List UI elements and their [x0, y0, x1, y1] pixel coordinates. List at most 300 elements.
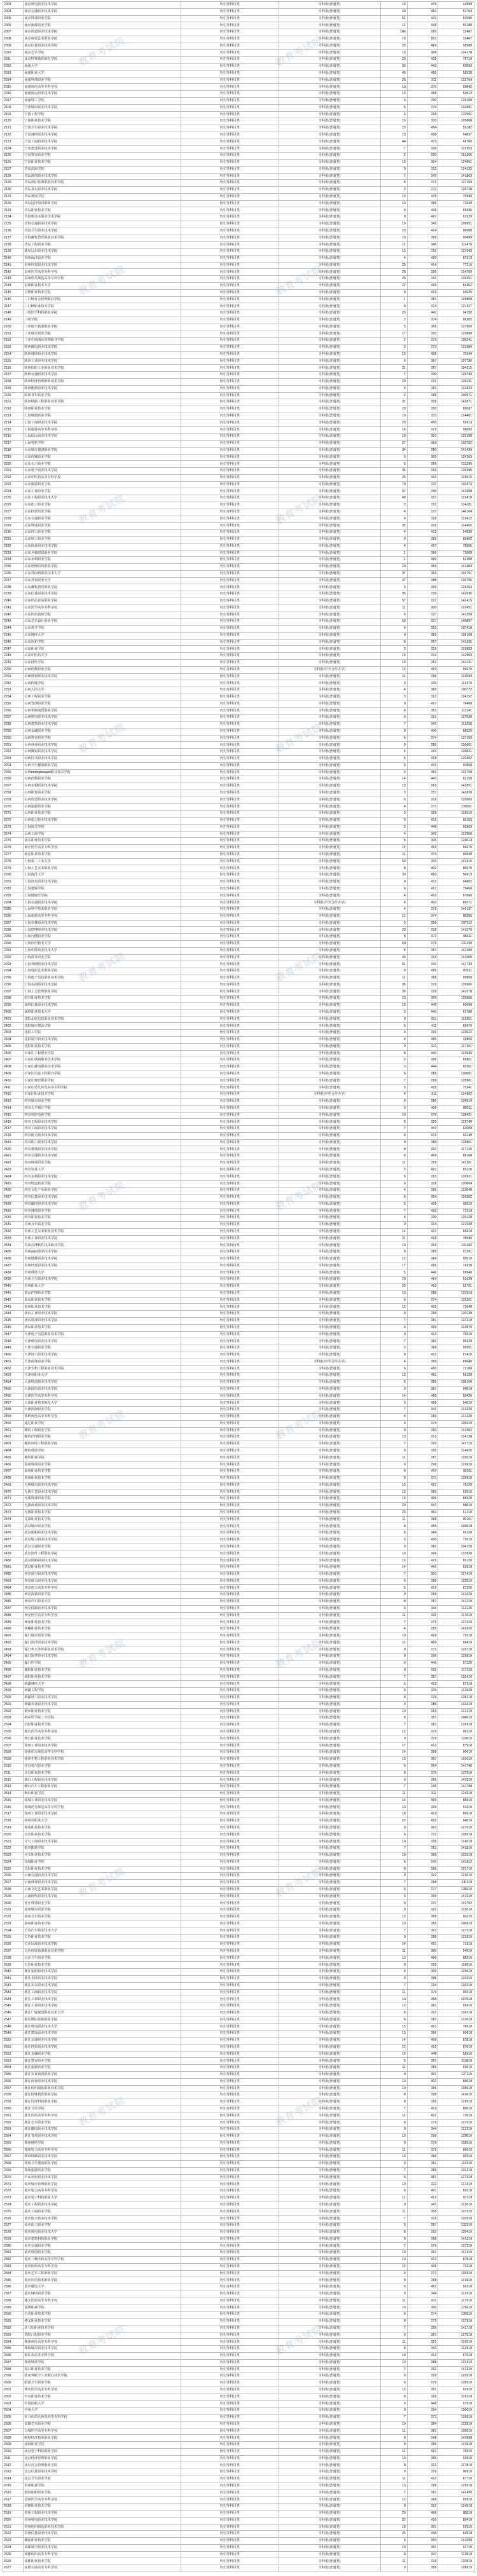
cell-enroll: 292	[407, 2229, 438, 2236]
cell-name: 浙江同济科技职业学院	[24, 2099, 181, 2106]
cell-cat: 历史等科目类	[181, 1181, 279, 1188]
cell-name: 武汉交通职业学院	[24, 1544, 181, 1551]
cell-cat: 历史等科目类	[181, 1516, 279, 1523]
cell-batch: 专科批(普通类)	[279, 1900, 380, 1907]
cell-enroll: 279	[407, 2120, 438, 2127]
cell-score: 76510	[438, 1331, 474, 1338]
cell-enroll: 298	[407, 1654, 438, 1661]
cell-enroll: 222	[407, 598, 438, 605]
cell-cat: 历史等科目类	[181, 605, 279, 612]
cell-cat: 历史等科目类	[181, 2270, 279, 2277]
cell-code: 2471	[3, 1496, 24, 1503]
cell-enroll: 281	[407, 385, 438, 392]
table-row	[3, 1790, 474, 1797]
cell-score: 141301	[438, 1160, 474, 1167]
cell-code: 2443	[3, 1304, 24, 1311]
cell-batch: 专科批(普通类)	[279, 1777, 380, 1784]
cell-name: 山东丝绸纺织职业学院	[24, 564, 181, 571]
cell-code: 2605	[3, 2415, 24, 2422]
cell-batch: 专科批(普通类)	[279, 1146, 380, 1153]
cell-plan: 13	[380, 2483, 407, 2490]
table-row	[3, 372, 474, 379]
cell-plan: 4	[380, 947, 407, 954]
cell-plan: 3	[380, 646, 407, 653]
cell-plan: 6	[380, 1605, 407, 1612]
cell-enroll: 262	[407, 2366, 438, 2373]
cell-enroll: 288	[407, 1290, 438, 1297]
cell-code: 2241	[3, 605, 24, 612]
table-row	[3, 708, 474, 715]
cell-batch: 专科批(普通类)	[279, 941, 380, 948]
cell-cat: 历史等科目类	[181, 2408, 279, 2415]
cell-name: 苏州健雄职业技术学院	[24, 1256, 181, 1263]
cell-code: 2144	[3, 283, 24, 290]
cell-code: 2582	[3, 2257, 24, 2264]
cell-name: 武汉铁路职业技术学院	[24, 1558, 181, 1565]
cell-batch: 专科批(普通类)	[279, 1790, 380, 1797]
cell-enroll: 419	[407, 2106, 438, 2113]
cell-plan: 12	[380, 1373, 407, 1380]
table-row	[3, 509, 474, 516]
cell-enroll: 476	[407, 2, 438, 9]
cell-batch: 专科批(普通类)	[279, 249, 380, 256]
cell-score: 91201	[438, 1249, 474, 1256]
cell-code: 2254	[3, 694, 24, 701]
cell-enroll: 258	[407, 2277, 438, 2284]
cell-code: 2229	[3, 523, 24, 530]
cell-code: 2419	[3, 1139, 24, 1146]
cell-code: 2612	[3, 2462, 24, 2469]
cell-cat: 历史等科目类	[181, 2421, 279, 2428]
cell-score: 117510	[438, 2298, 474, 2305]
watermark-text: 教育考试院	[77, 1866, 127, 1900]
cell-enroll: 391	[407, 2544, 438, 2551]
cell-name: 信阳职业技术学院	[24, 1722, 181, 1729]
cell-enroll: 375	[407, 427, 438, 434]
cell-score: 118210	[438, 2394, 474, 2401]
cell-plan: 2	[380, 392, 407, 399]
cell-name: 新疆工程学院	[24, 1688, 181, 1695]
cell-code: 2294	[3, 968, 24, 975]
cell-enroll: 454	[407, 125, 438, 132]
cell-score: 70341	[438, 1085, 474, 1092]
cell-name: 郑州旅游职业学院	[24, 2167, 181, 2174]
cell-plan: 9	[380, 879, 407, 886]
cell-batch: 专科批(普通类)	[279, 2038, 380, 2045]
cell-enroll: 301	[407, 434, 438, 441]
cell-cat: 历史等科目类	[181, 1962, 279, 1969]
cell-enroll: 341	[407, 2202, 438, 2209]
cell-plan: 10	[380, 1633, 407, 1640]
cell-plan: 13	[380, 1804, 407, 1811]
cell-enroll: 443	[407, 64, 438, 71]
table-row	[3, 1948, 474, 1955]
cell-code: 2286	[3, 913, 24, 920]
cell-cat: 历史等科目类	[181, 1661, 279, 1668]
cell-code: 2559	[3, 2099, 24, 2106]
cell-code: 2012	[3, 64, 24, 71]
cell-cat: 历史等科目类	[181, 1359, 279, 1366]
cell-name: 泉州医学高等专科学校	[24, 269, 181, 276]
cell-code: 2121	[3, 125, 24, 132]
cell-batch: 专科批(普通类)	[279, 2113, 380, 2120]
cell-score: 90101	[438, 1516, 474, 1523]
watermark-text: 教育考试院	[274, 493, 324, 526]
cell-plan: 27	[380, 441, 407, 448]
cell-plan: 6	[380, 358, 407, 365]
cell-batch: 专科批(普通类)	[279, 1016, 380, 1023]
cell-enroll: 443	[407, 776, 438, 783]
cell-batch: 专科批(普通类)	[279, 626, 380, 633]
cell-cat: 历史等科目类	[181, 790, 279, 797]
cell-enroll: 459	[407, 564, 438, 571]
cell-cat: 历史等科目类	[181, 1893, 279, 1900]
cell-cat: 历史等科目类	[181, 584, 279, 591]
table-row	[3, 632, 474, 639]
cell-code: 2592	[3, 2325, 24, 2332]
cell-plan: 9	[380, 1331, 407, 1338]
cell-score: 141732	[438, 961, 474, 968]
cell-enroll: 304	[407, 1194, 438, 1201]
cell-code: 2617	[3, 2497, 24, 2504]
cell-score: 137010	[438, 2017, 474, 2024]
cell-code: 2140	[3, 255, 24, 262]
cell-name: 通辽职业学院	[24, 1420, 181, 1427]
cell-score: 128901	[438, 1078, 474, 1085]
cell-score: 141350	[438, 612, 474, 619]
cell-batch: 专科批(普通类)	[279, 372, 380, 379]
cell-score: 141200	[438, 947, 474, 954]
cell-plan: 10	[380, 2455, 407, 2462]
cell-score: 133010	[438, 1455, 474, 1462]
cell-name: 徐州生物工程职业技术学院	[24, 1757, 181, 1764]
cell-cat: 历史等科目类	[181, 1722, 279, 1729]
cell-enroll: 289	[407, 1701, 438, 1708]
cell-plan: 14	[380, 1942, 407, 1949]
cell-batch: 专科批(普通类)	[279, 180, 380, 187]
table-row	[3, 550, 474, 557]
cell-plan: 5	[380, 1345, 407, 1352]
cell-code: 2573	[3, 2195, 24, 2202]
cell-plan: 51	[380, 961, 407, 968]
cell-plan: 25	[380, 262, 407, 269]
cell-name: 成都航空职业技术学院	[24, 2544, 181, 2551]
cell-enroll: 254	[407, 1763, 438, 1770]
cell-plan: 24	[380, 2531, 407, 2538]
cell-cat: 历史等科目类	[181, 413, 279, 420]
cell-score: 70344	[438, 351, 474, 358]
cell-plan: 4	[380, 1413, 407, 1420]
table-row	[3, 1859, 474, 1866]
cell-score: 133910	[438, 2421, 474, 2428]
cell-cat: 历史等科目类	[181, 1880, 279, 1887]
cell-cat: 历史等科目类	[181, 1297, 279, 1304]
cell-plan: 8	[380, 865, 407, 872]
cell-code: 2408	[3, 1064, 24, 1071]
cell-cat: 历史等科目类	[181, 1804, 279, 1811]
cell-plan: 5	[380, 1201, 407, 1208]
cell-code: 2157	[3, 372, 24, 379]
cell-code: 2531	[3, 1907, 24, 1914]
cell-batch: 专科批(普通类)	[279, 2352, 380, 2359]
table-row	[3, 619, 474, 626]
cell-cat: 历史等科目类	[181, 2263, 279, 2270]
cell-score: 120003	[438, 797, 474, 804]
table-row	[3, 2120, 474, 2127]
cell-name: 扬州工业职业技术学院	[24, 1811, 181, 1818]
table-row	[3, 1160, 474, 1167]
table-row	[3, 310, 474, 317]
cell-score: 141820	[438, 1626, 474, 1633]
cell-plan: 19	[380, 221, 407, 228]
cell-cat: 历史等科目类	[181, 920, 279, 927]
cell-score: 136910	[438, 1722, 474, 1729]
cell-enroll: 243	[407, 749, 438, 756]
cell-code: 2514	[3, 1790, 24, 1797]
cell-batch: 专科批(普通类)	[279, 1619, 380, 1626]
cell-enroll: 288	[407, 2359, 438, 2366]
cell-enroll: 414	[407, 262, 438, 269]
cell-code: 2523	[3, 1852, 24, 1859]
cell-enroll: 301	[407, 2174, 438, 2181]
cell-enroll: 419	[407, 1558, 438, 1565]
cell-code: 2424	[3, 1174, 24, 1181]
cell-score: 139251	[438, 276, 474, 283]
cell-name: 三明学院	[24, 317, 181, 324]
cell-score: 139295	[438, 468, 474, 475]
cell-plan: 9	[380, 1907, 407, 1914]
cell-cat: 历史等科目类	[181, 2216, 279, 2223]
cell-name: 四川建筑职业技术学院	[24, 1146, 181, 1153]
cell-cat: 历史等科目类	[181, 358, 279, 365]
cell-score: 80410	[438, 2517, 474, 2524]
cell-name: 天津铁道职业技术学院	[24, 1380, 181, 1387]
table-row	[3, 1393, 474, 1400]
cell-enroll: 218	[407, 927, 438, 934]
table-row	[3, 591, 474, 598]
cell-enroll: 365	[407, 687, 438, 694]
cell-batch: 专科批(普通类)	[279, 70, 380, 77]
cell-enroll: 277	[407, 509, 438, 516]
cell-cat: 历史等科目类	[181, 1982, 279, 1989]
cell-code: 2293	[3, 961, 24, 968]
cell-code: 2212	[3, 406, 24, 413]
cell-cat: 历史等科目类	[181, 1482, 279, 1489]
table-row	[3, 2469, 474, 2476]
cell-batch: 专科批(普通类)	[279, 934, 380, 941]
cell-name: 上海海洋大学	[24, 872, 181, 879]
table-row	[3, 2243, 474, 2250]
table-row	[3, 722, 474, 729]
cell-batch: 专科批(普通类)	[279, 193, 380, 200]
cell-code: 2158	[3, 378, 24, 385]
cell-cat: 历史等科目类	[181, 1612, 279, 1619]
cell-batch: 专科批(普通类)	[279, 2448, 380, 2455]
cell-name: 商丘职业技术学院	[24, 851, 181, 858]
table-row	[3, 536, 474, 543]
cell-plan: 6	[380, 2017, 407, 2024]
cell-plan: 8	[380, 1900, 407, 1907]
cell-code: 2565	[3, 2140, 24, 2147]
cell-plan: 11	[380, 2147, 407, 2154]
table-row	[3, 276, 474, 283]
cell-plan: 5	[380, 1009, 407, 1016]
cell-score: 114920	[438, 1448, 474, 1455]
table-row	[3, 1996, 474, 2003]
cell-batch: 专科批(普通类)	[279, 1201, 380, 1208]
cell-plan: 6	[380, 1194, 407, 1201]
cell-batch: 专科批(普通类)	[279, 2312, 380, 2319]
cell-enroll: 363	[407, 769, 438, 776]
cell-enroll: 321	[407, 1016, 438, 1023]
cell-name: 陕西职业技术学院	[24, 406, 181, 413]
cell-batch: 专科批(普通类)	[279, 2421, 380, 2428]
table-row	[3, 2277, 474, 2284]
table-row	[3, 811, 474, 818]
table-row	[3, 2401, 474, 2408]
table-row	[3, 1839, 474, 1846]
cell-cat: 历史等科目类	[181, 1811, 279, 1818]
table-row	[3, 2065, 474, 2072]
cell-code: 2574	[3, 2202, 24, 2209]
cell-score: 138210	[438, 1694, 474, 1701]
cell-plan: 6	[380, 612, 407, 619]
cell-enroll: 458	[407, 91, 438, 98]
cell-cat: 历史等科目类	[181, 769, 279, 776]
cell-enroll: 315	[407, 111, 438, 118]
cell-score: 131584	[438, 345, 474, 352]
cell-code: 2466	[3, 1462, 24, 1469]
cell-batch: 专科批(普通类)	[279, 1935, 380, 1942]
cell-batch: 专科批(普通类)	[279, 2270, 380, 2277]
cell-code: 2462	[3, 1434, 24, 1441]
cell-plan: 16	[380, 118, 407, 125]
cell-score: 96210	[438, 1729, 474, 1736]
table-row	[3, 598, 474, 605]
cell-batch: 专科批(普通类)	[279, 1373, 380, 1380]
cell-name: 厦门城市职业学院	[24, 1633, 181, 1640]
cell-name: 重庆航天职业技术学院	[24, 2216, 181, 2223]
table-row	[3, 1969, 474, 1976]
cell-code: 2148	[3, 310, 24, 317]
cell-cat: 历史等科目类	[181, 783, 279, 790]
cell-cat: 历史等科目类	[181, 1825, 279, 1832]
cell-enroll: 227	[407, 612, 438, 619]
cell-code: 2130	[3, 187, 24, 194]
table-row	[3, 1235, 474, 1242]
cell-code: 2410	[3, 1078, 24, 1085]
cell-name: 青海交通职业技术学院	[24, 221, 181, 228]
cell-batch: 专科批(普通类)	[279, 200, 380, 207]
cell-name: 陕西邮电职业技术学院	[24, 345, 181, 352]
cell-plan: 7	[380, 2325, 407, 2332]
cell-plan: 15	[380, 249, 407, 256]
table-row	[3, 173, 474, 180]
table-row	[3, 886, 474, 893]
table-row	[3, 879, 474, 886]
cell-batch: 专科批(普通类)	[279, 1331, 380, 1338]
cell-score: 73210	[438, 2263, 474, 2270]
cell-code: 2511	[3, 1770, 24, 1777]
cell-enroll: 424	[407, 1331, 438, 1338]
watermark-text: 教育考试院	[77, 1179, 127, 1213]
cell-enroll: 436	[407, 207, 438, 214]
table-row	[3, 8, 474, 15]
cell-name: 漳州职业技术学院	[24, 1921, 181, 1928]
cell-name: 山东职业学院	[24, 646, 181, 653]
cell-plan: 9	[380, 2071, 407, 2078]
cell-cat: 历史等科目类	[181, 1688, 279, 1695]
cell-enroll: 286	[407, 1099, 438, 1106]
cell-code: 2225	[3, 495, 24, 502]
table-row	[3, 2332, 474, 2339]
cell-enroll: 272	[407, 345, 438, 352]
cell-batch: 专科批(普通类)	[279, 1770, 380, 1777]
cell-score: 46768	[438, 139, 474, 146]
cell-name: 三门峡职业技术学院	[24, 303, 181, 310]
cell-code: 2522	[3, 1846, 24, 1853]
table-row	[3, 2078, 474, 2085]
cell-code: 2222	[3, 474, 24, 481]
cell-enroll: 438	[407, 132, 438, 139]
cell-code: 2011	[3, 57, 24, 64]
cell-code: 2452	[3, 1366, 24, 1373]
cell-code: 2273	[3, 824, 24, 831]
cell-plan: 12	[380, 2448, 407, 2455]
cell-score: 124263	[438, 454, 474, 461]
cell-cat: 历史等科目类	[181, 1626, 279, 1633]
cell-batch: 专科批(普通类)	[279, 722, 380, 729]
cell-cat: 历史等科目类	[181, 660, 279, 667]
cell-batch: 专科批(普通类)	[279, 1654, 380, 1661]
cell-plan: 9	[380, 1873, 407, 1880]
cell-name: 陕西能源职业技术学院	[24, 385, 181, 392]
cell-name: 商丘医学高等专科学校	[24, 845, 181, 852]
cell-cat: 历史等科目类	[181, 1736, 279, 1743]
cell-score: 64910	[438, 2531, 474, 2538]
cell-code: 2606	[3, 2421, 24, 2428]
cell-enroll: 319	[407, 646, 438, 653]
cell-enroll: 309	[407, 996, 438, 1003]
cell-code: 2007	[3, 29, 24, 36]
cell-code: 2494	[3, 1654, 24, 1661]
cell-cat: 历史等科目类	[181, 1153, 279, 1160]
cell-code: 2600	[3, 2380, 24, 2387]
cell-cat: 历史等科目类	[181, 2120, 279, 2127]
cell-plan: 12	[380, 2497, 407, 2504]
cell-code: 2503	[3, 1715, 24, 1722]
cell-enroll: 218	[407, 989, 438, 996]
table-row	[3, 790, 474, 797]
cell-plan: 13	[380, 159, 407, 166]
cell-batch: 专科批(普通类)	[279, 146, 380, 153]
cell-score: 88211	[438, 1105, 474, 1112]
cell-cat: 历史等科目类	[181, 2435, 279, 2442]
cell-name: 山东畜牧兽医职业学院	[24, 584, 181, 591]
cell-enroll: 466	[407, 1393, 438, 1400]
cell-batch: 专科批(普通类)	[279, 1694, 380, 1701]
cell-plan: 8	[380, 2551, 407, 2558]
cell-code: 2231	[3, 536, 24, 543]
cell-batch: 专科批(普通类)	[279, 2236, 380, 2243]
table-row	[3, 2113, 474, 2120]
cell-cat: 历史等科目类	[181, 1132, 279, 1139]
cell-plan: 11	[380, 2558, 407, 2565]
cell-batch: 专科批(中外合作办学)	[279, 1359, 380, 1366]
cell-code: 2556	[3, 2078, 24, 2085]
table-row	[3, 1469, 474, 1476]
cell-score: 89037	[438, 406, 474, 413]
